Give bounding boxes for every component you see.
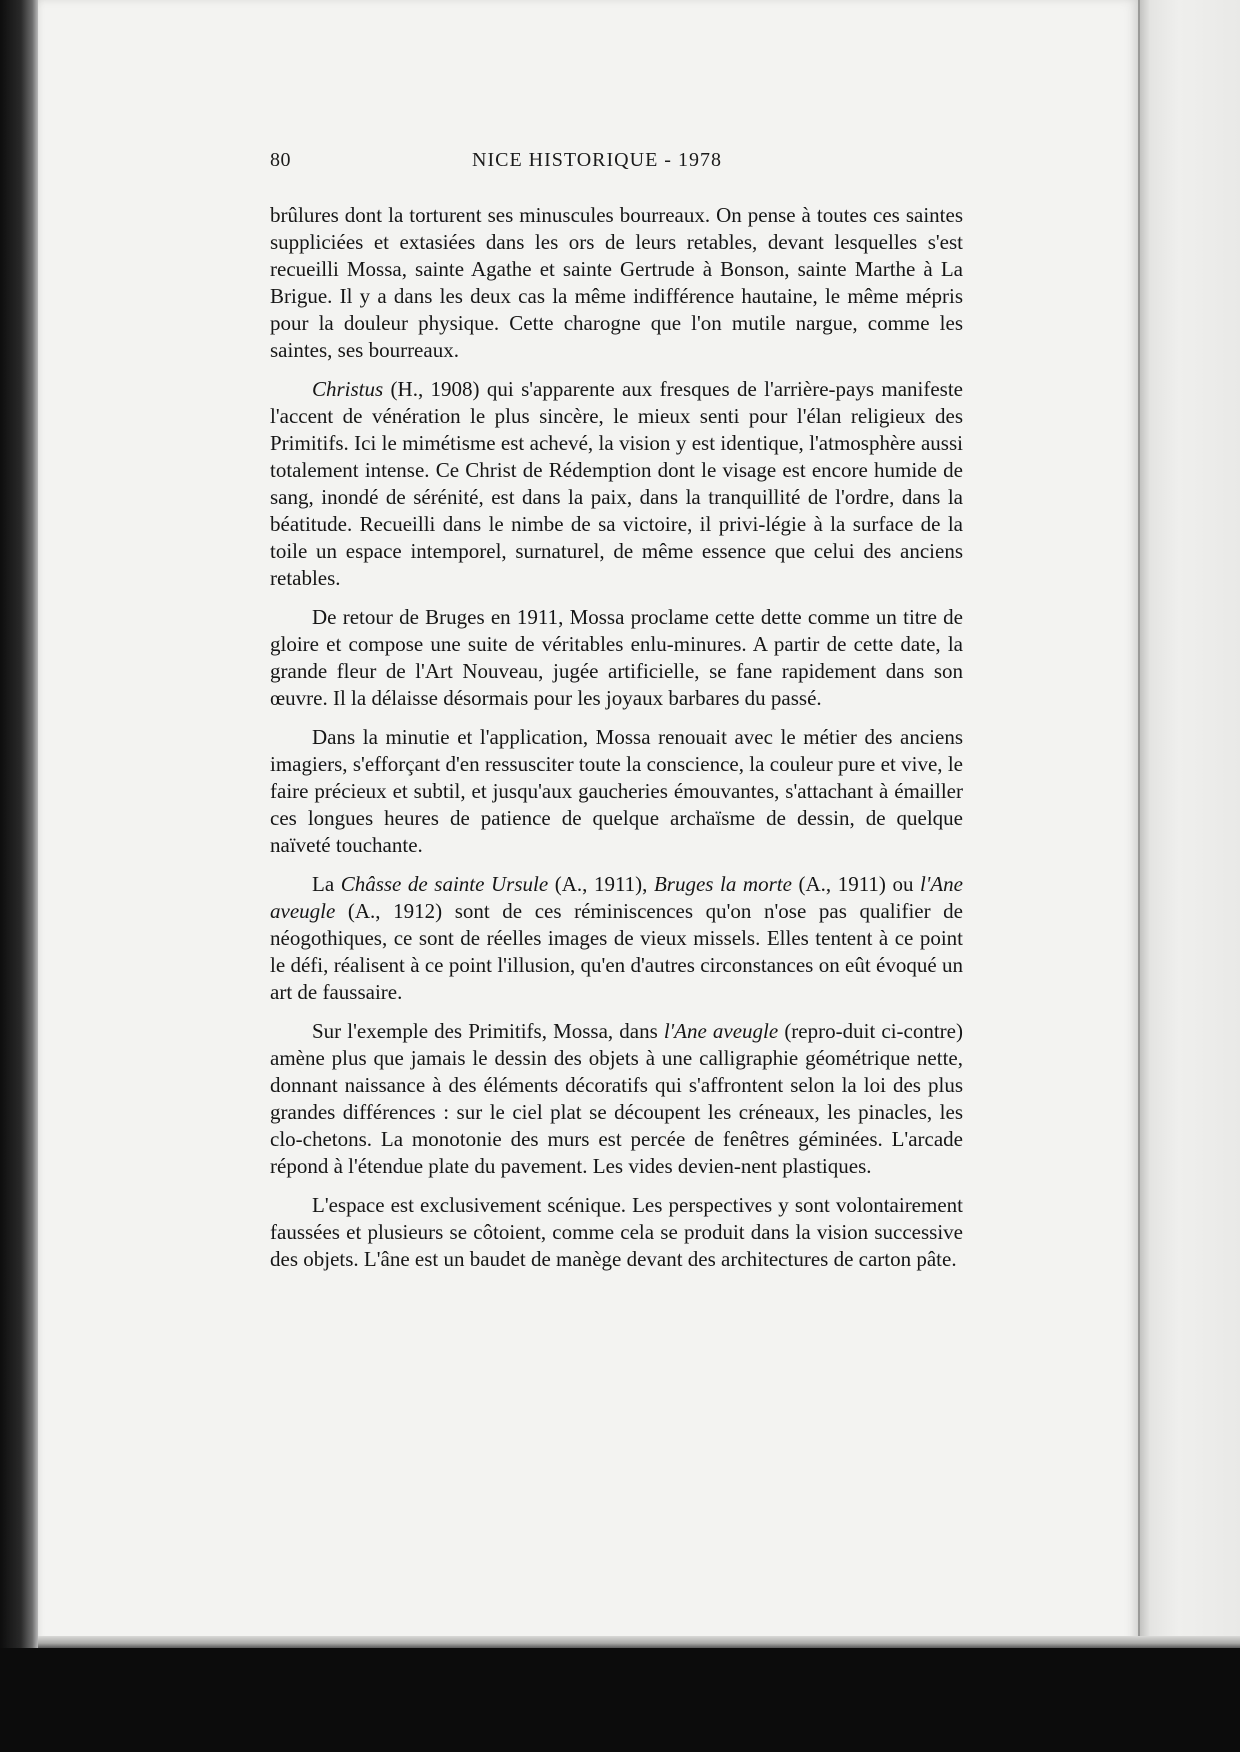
text-run: La xyxy=(312,872,341,896)
book-binding-shadow xyxy=(0,0,38,1752)
page-header xyxy=(270,149,960,175)
running-title: NICE HISTORIQUE - 1978 xyxy=(472,149,722,171)
next-page-edge xyxy=(1138,0,1240,1640)
paragraph xyxy=(270,1018,963,1180)
article-body xyxy=(270,202,963,1285)
text-run: (A., 1911) ou xyxy=(791,872,921,896)
italic-title: l'Ane aveugle xyxy=(270,872,963,923)
text-run: Dans la minutie et l'application, Mossa renouait avec le métier des anciens imagiers, s'efforçant d'en ressusciter toute la conscience, la couleur pure et vive, le faire précieux et subtil, et jusqu'aux gaucheries émouvantes, s'attachant à émailler ces longues heures de patience de quelque archaïsme de dessin, de quelque naïveté touchante. xyxy=(270,725,963,857)
italic-title: Bruges la morte xyxy=(653,872,792,896)
text-run: (H., 1908) qui s'apparente aux fresques de l'arrière-pays manifeste l'accent de vénération le plus sincère, le mieux senti pour l'élan religieux des Primitifs. Ici le mimétisme est achevé, la vision y est identique, l'atmosphère aussi totalement intense. Ce Christ de Rédemption dont le visage est encore humide de sang, inondé de sérénité, est dans la paix, dans la tranquillité de l'ordre, dans la béatitude. Recueilli dans le nimbe de sa victoire, il privi-légie à la surface de la toile un espace intemporel, surnaturel, de même essence que celui des anciens retables. xyxy=(270,377,963,590)
paragraph xyxy=(270,604,963,712)
page-bottom-edge xyxy=(38,1636,1240,1648)
paragraph xyxy=(270,1192,963,1273)
text-run: L'espace est exclusivement scénique. Les perspectives y sont volontairement faussées et plusieurs se côtoient, comme cela se produit dans la vision successive des objets. L'âne est un baudet de manège devant des architectures de carton pâte. xyxy=(270,1193,963,1271)
italic-title: Châsse de sainte Ursule xyxy=(340,872,549,896)
text-run: Sur l'exemple des Primitifs, Mossa, dans xyxy=(312,1019,664,1043)
text-run: (repro-duit ci-contre) amène plus que jamais le dessin des objets à une calligraphie géométrique nette, donnant naissance à des éléments décoratifs qui s'affrontent selon la loi des plus grandes différences : sur le ciel plat se découpent les créneaux, les pinacles, les clo-chetons. La monotonie des murs est percée de fenêtres géminées. L'arcade répond à l'étendue plate du pavement. Les vides devien-nent plastiques. xyxy=(270,1019,963,1178)
italic-title: Christus xyxy=(312,377,384,401)
paragraph xyxy=(270,871,963,1006)
paragraph xyxy=(270,202,963,364)
text-run: (A., 1911), xyxy=(548,872,654,896)
page-fold-line xyxy=(1138,0,1140,1640)
scanner-background xyxy=(0,1648,1240,1752)
text-run: (A., 1912) sont de ces réminiscences qu'on n'ose pas qualifier de néogothiques, ce sont de réelles images de vieux missels. Elles tentent à ce point le défi, réalisent à ce point l'illusion, qu'en d'autres circonstances on eût évoqué un art de faussaire. xyxy=(270,899,963,1004)
page-number: 80 xyxy=(270,149,291,171)
text-run: De retour de Bruges en 1911, Mossa proclame cette dette comme un titre de gloire et compose une suite de véritables enlu-minures. A partir de cette date, la grande fleur de l'Art Nouveau, jugée artificielle, se fane rapidement dans son œuvre. Il la délaisse désormais pour les joyaux barbares du passé. xyxy=(270,605,963,710)
paragraph xyxy=(270,376,963,592)
text-run: brûlures dont la torturent ses minuscules bourreaux. On pense à toutes ces saintes suppliciées et extasiées dans les ors de leurs retables, devant lesquelles s'est recueilli Mossa, sainte Agathe et sainte Gertrude à Bonson, sainte Marthe à La Brigue. Il y a dans les deux cas la même indifférence hautaine, le même mépris pour la douleur physique. Cette charogne que l'on mutile nargue, comme les saintes, ses bourreaux. xyxy=(270,203,963,362)
italic-title: l'Ane aveugle xyxy=(663,1019,779,1043)
paragraph xyxy=(270,724,963,859)
